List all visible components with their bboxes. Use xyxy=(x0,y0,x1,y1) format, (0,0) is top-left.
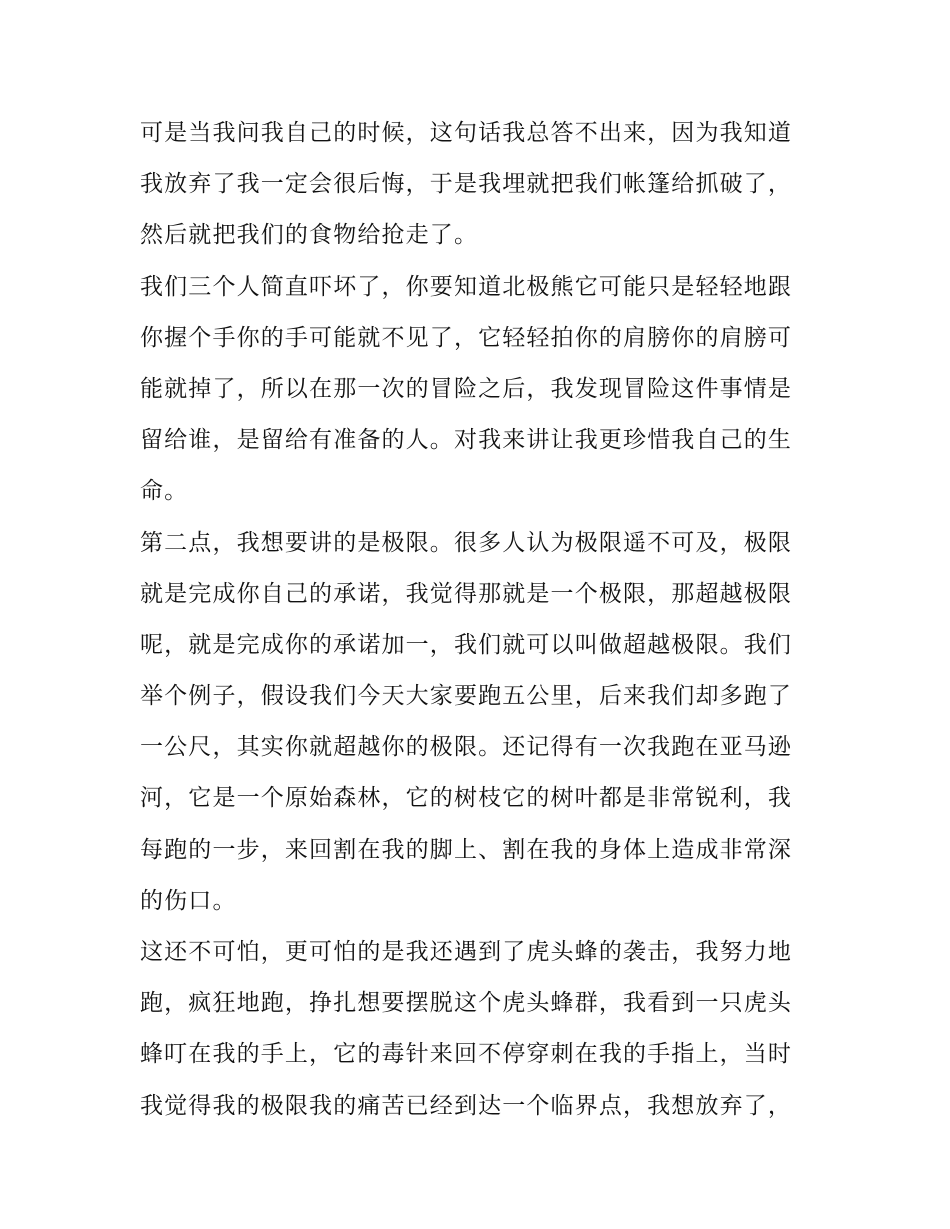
text-line: 第二点，我想要讲的是极限。很多人认为极限遥不可及，极限 xyxy=(140,529,793,556)
text-line: 这还不可怕，更可怕的是我还遇到了虎头蜂的袭击，我努力地 xyxy=(140,939,793,965)
text-line: 蜂叮在我的手上，它的毒针来回不停穿刺在我的手指上，当时 xyxy=(140,1041,793,1068)
text-line: 我们三个人简直吓坏了，你要知道北极熊它可能只是轻轻地跟 xyxy=(140,273,793,300)
body-text xyxy=(140,108,820,1132)
text-line: 呢，就是完成你的承诺加一，我们就可以叫做超越极限。我们 xyxy=(140,631,793,658)
text-line: 的伤口。 xyxy=(140,887,237,914)
text-line: 我放弃了我一定会很后悔，于是我埋就把我们帐篷给抓破了， xyxy=(140,171,793,198)
text-line: 然后就把我们的食物给抢走了。 xyxy=(140,222,479,249)
text-line: 能就掉了，所以在那一次的冒险之后，我发现冒险这件事情是 xyxy=(140,375,793,402)
text-line: 命。 xyxy=(140,478,189,505)
text-line: 举个例子，假设我们今天大家要跑五公里，后来我们却多跑了 xyxy=(140,683,793,710)
text-line: 你握个手你的手可能就不见了，它轻轻拍你的肩膀你的肩膀可 xyxy=(140,324,793,351)
text-line: 每跑的一步，来回割在我的脚上、割在我的身体上造成非常深 xyxy=(140,836,793,863)
text-line: 一公尺，其实你就超越你的极限。还记得有一次我跑在亚马逊 xyxy=(140,734,793,761)
text-line: 就是完成你自己的承诺，我觉得那就是一个极限，那超越极限 xyxy=(140,580,793,607)
text-line: 可是当我问我自己的时候，这句话我总答不出来，因为我知道 xyxy=(140,120,793,146)
text-line: 河，它是一个原始森林，它的树枝它的树叶都是非常锐利，我 xyxy=(140,785,793,812)
text-line: 跑，疯狂地跑，挣扎想要摆脱这个虎头蜂群，我看到一只虎头 xyxy=(140,990,793,1017)
text-line: 我觉得我的极限我的痛苦已经到达一个临界点，我想放弃了， xyxy=(140,1092,793,1119)
text-line: 留给谁，是留给有准备的人。对我来讲让我更珍惜我自己的生 xyxy=(140,427,793,454)
